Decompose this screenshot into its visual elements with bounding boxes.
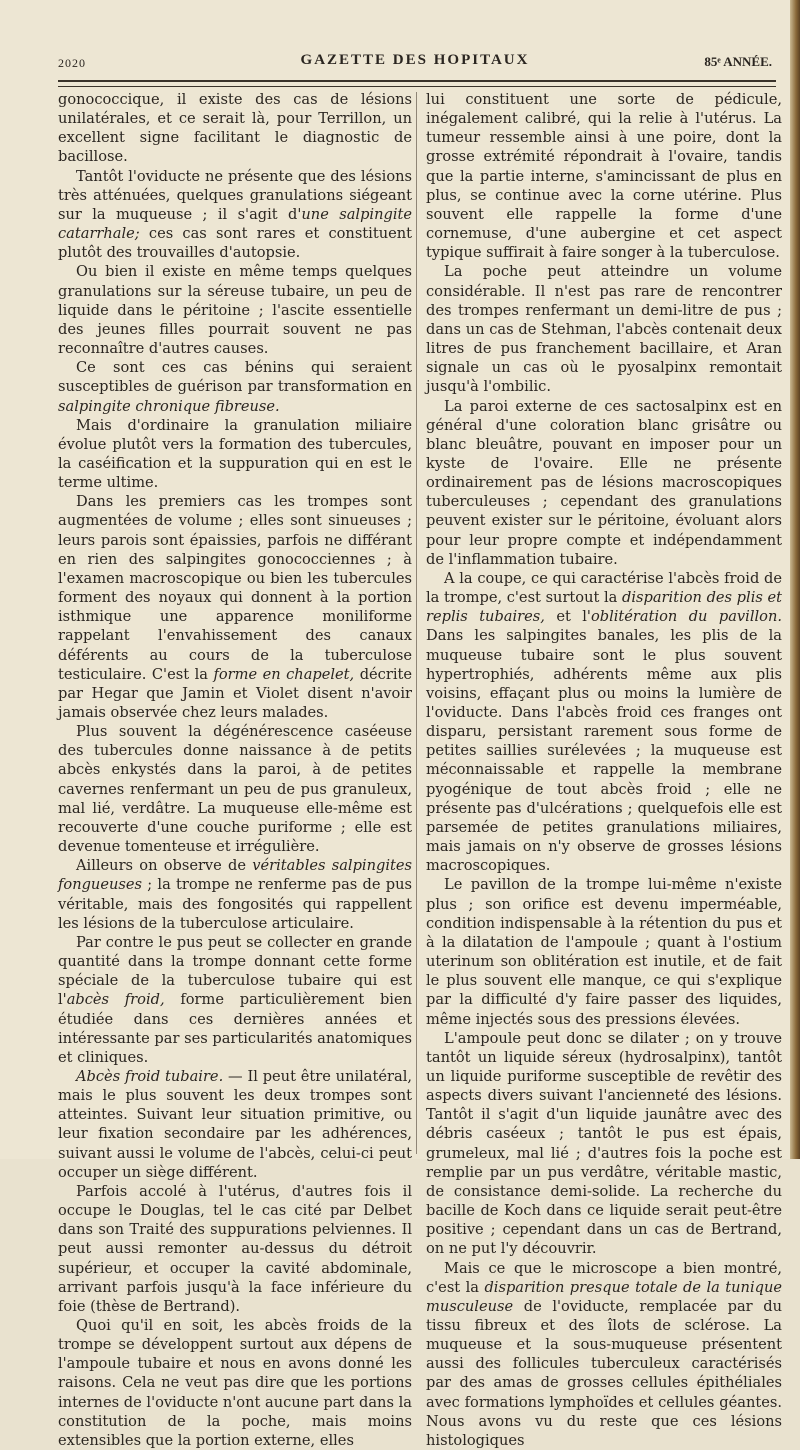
text-run: Le pavillon de la trompe lui-même n'existe plus ; son orifice est devenu imperméable, condition indispensable à la rétention du pus et à la dilatation de l'ampoule ; quant à l'ostium uterinum son oblitération est inutile, et de fait le plus souvent elle manque, ce qui s'explique par la difficulté d'y faire passer des liquides, même injectés sous des pressions élevées. xyxy=(426,876,782,1028)
right-column xyxy=(426,90,782,1450)
italic-phrase: disparition presque totale de la tunique musculeuse xyxy=(426,1278,782,1315)
paragraph xyxy=(58,856,412,933)
header-rule-thin xyxy=(58,86,776,87)
text-run: Mais d'ordinaire la granulation miliaire évolue plutôt vers la formation des tubercules, la caséification et la suppuration qui en est le terme ultime. xyxy=(58,416,412,492)
text-run: Tantôt l'oviducte ne présente que des lésions très atténuées, quelques granulations siégeant sur la muqueuse ; il s'agit d' xyxy=(58,167,412,223)
paragraph xyxy=(58,262,412,358)
text-run: Ailleurs on observe de xyxy=(76,857,253,875)
italic-phrase: abcès froid, xyxy=(66,991,165,1009)
text-run: — Il peut être unilatéral, mais le plus souvent les deux trompes sont atteintes. Suivant leur situation primitive, ou leur fixation secondaire par les adhérences, suivant aussi le volume de l'abcès, celui-ci peut occuper un siège différent. xyxy=(58,1067,412,1181)
text-run: Ce sont ces cas bénins qui seraient susceptibles de guérison par transformation en xyxy=(58,359,412,396)
text-run: ces cas sont rares et constituent plutôt des trouvailles d'autopsie. xyxy=(58,225,412,262)
text-run: L'ampoule peut donc se dilater ; on y trouve tantôt un liquide séreux (hydrosalpinx), tantôt un liquide puriforme susceptible de revêtir des aspects divers suivant l'ancienneté des lésions. Tantôt il s'agit d'un liquide jaunâtre avec des débris caséeux ; tantôt le pus est épais, grumeleux, mal lié ; d'autres fois la poche est remplie par un pus verdâtre, véritable mastic, de consistance demi-solide. La recherche du bacille de Koch dans ce liquide serait peut-être positive ; cependant dans un cas de Bertrand, on ne put l'y découvrir. xyxy=(426,1029,782,1258)
page-number: 2020 xyxy=(58,56,86,70)
text-run: de l'oviducte, remplacée par du tissu fibreux et des îlots de sclérose. La muqueuse et la sous-muqueuse présentent aussi des follicules tuberculeux caractérisés par des amas de grosses cellules épithéliales avec formations lymphoïdes et cellules géantes. Nous avons vu du reste que ces lésions histologiques xyxy=(426,1297,782,1449)
paragraph xyxy=(58,1316,412,1450)
page-header xyxy=(58,48,772,74)
paragraph xyxy=(426,1259,782,1450)
text-run: lui constituent une sorte de pédicule, inégalement calibré, qui la relie à l'utérus. La tumeur ressemble ainsi à une poire, dont la grosse extrémité répondrait à l'ovaire, tandis que la partie interne, s'amincissant de plus en plus, se continue avec la corne utérine. Plus souvent elle rappelle la forme d'une cornemuse, d'une aubergine et cet aspect typique suffirait à faire songer à la tuberculose. xyxy=(426,91,782,262)
text-run: gonococcique, il existe des cas de lésions unilatérales, et ce serait là, pour Terrillon, un excellent signe facilitant le diagnostic de bacillose. xyxy=(58,91,412,166)
italic-phrase: une salpingite catarrhale; xyxy=(58,205,412,243)
text-run: A la coupe, ce qui caractérise l'abcès froid de la trompe, c'est surtout la xyxy=(426,569,782,607)
text-run: Dans les premiers cas les trompes sont augmentées de volume ; elles sont sinueuses ; leurs parois sont épaissies, parfois ne différant en rien des salpingites gonococciennes ; à l'examen macroscopique ou bien les tubercules forment des noyaux qui donnent à la portion isthmique une apparence moniliforme rappelant l'envahissement des canaux déférents au cours de la tuberculose testiculaire. C'est la xyxy=(58,493,412,683)
italic-phrase: disparition des plis et replis tubaires, xyxy=(426,589,782,626)
text-run: décrite par Hegar que Jamin et Violet disent n'avoir jamais observée chez leurs malades. xyxy=(58,665,412,721)
paragraph xyxy=(426,875,782,1028)
paragraph xyxy=(58,492,412,722)
text-run: et l' xyxy=(544,608,591,626)
paragraph xyxy=(426,90,782,262)
paragraph xyxy=(58,1182,412,1316)
text-run: forme particulièrement bien étudiée dans ces dernières années et intéressante par ses particularités anatomiques et cliniques. xyxy=(58,991,413,1066)
italic-phrase: véritables salpingites fongueuses xyxy=(58,857,412,894)
paragraph xyxy=(426,397,782,569)
paragraph xyxy=(58,416,412,493)
page-edge-shadow xyxy=(790,0,800,1159)
paragraph xyxy=(58,722,412,856)
paragraph xyxy=(58,1067,412,1182)
text-run: Mais ce que le microscope a bien montré, c'est la xyxy=(426,1259,782,1296)
text-run: Dans les salpingites banales, les plis de la muqueuse tubaire sont le plus souvent hypertrophiés, adhérents même aux plis voisins, effaçant plus ou moins la lumière de l'oviducte. Dans l'abcès froid ces franges ont disparu, persistant rarement sous forme de petites saillies surélevées ; la muqueuse est méconnaissable et rappelle la membrane pyogénique de tout abcès froid ; elle ne présente pas d'ulcérations ; quelquefois elle est parsemée de petites granulations miliaires, mais jamais on n'y observe de grosses lésions macroscopiques. xyxy=(426,627,782,875)
text-run: Par contre le pus peut se collecter en grande quantité dans la trompe donnant cette forme spéciale de la tuberculose tubaire qui est l' xyxy=(58,933,412,1009)
italic-phrase: oblitération du pavillon. xyxy=(590,608,782,626)
text-run: Ou bien il existe en même temps quelques granulations sur la séreuse tubaire, un peu de liquide dans le péritoine ; l'ascite essentielle des jeunes filles pourrait souvent ne pas reconnaître d'autres causes. xyxy=(58,263,412,358)
text-run: La paroi externe de ces sactosalpinx est en général d'une coloration blanc grisâtre ou blanc bleuâtre, pouvant en imposer pour un kyste de l'ovaire. Elle ne présente ordinairement pas de lésions macroscopiques tuberculeuses ; cependant des granulations peuvent exister sur le péritoine, évoluant alors pour leur propre compte et indépendamment de l'inflammation tubaire. xyxy=(426,397,782,568)
text-run: ; la trompe ne renferme pas de pus véritable, mais des fongosités qui rappellent les lésions de la tuberculose articulaire. xyxy=(58,876,412,932)
paragraph xyxy=(58,90,412,167)
paragraph xyxy=(58,167,412,263)
italic-phrase: Abcès froid tubaire. xyxy=(76,1067,224,1085)
paragraph xyxy=(58,358,412,415)
journal-year: 85ᵉ ANNÉE. xyxy=(704,54,772,69)
journal-title: GAZETTE DES HOPITAUX xyxy=(300,52,530,68)
text-run: La poche peut atteindre un volume considérable. Il n'est pas rare de rencontrer des trompes renfermant un demi-litre de pus ; dans un cas de Stehman, l'abcès contenait deux litres de pus franchement bacillaire, et Aran signale un cas où le pyosalpinx remontait jusqu'à l'ombilic. xyxy=(426,263,782,396)
header-rule-thick xyxy=(58,80,776,82)
paragraph xyxy=(58,933,412,1067)
text-run: Plus souvent la dégénérescence caséeuse des tubercules donne naissance à de petits abcès enkystés dans la paroi, à de petites cavernes renfermant un peu de pus granuleux, mal lié, verdâtre. La muqueuse elle-même est recouverte d'une couche puriforme ; elle est devenue tomenteuse et irrégulière. xyxy=(58,723,412,856)
text-run: Parfois accolé à l'utérus, d'autres fois il occupe le Douglas, tel le cas cité par Delbet dans son Traité des suppurations pelviennes. Il peut aussi remonter au-dessus du détroit supérieur, et occuper la cavité abdominale, arrivant parfois jusqu'à la face inférieure du foie (thèse de Bertrand). xyxy=(58,1182,412,1315)
italic-phrase: salpingite chronique fibreuse. xyxy=(58,397,280,415)
paragraph xyxy=(426,262,782,396)
paragraph xyxy=(426,569,782,876)
italic-phrase: forme en chapelet, xyxy=(213,665,355,683)
column-divider xyxy=(416,92,417,1154)
paragraph xyxy=(426,1029,782,1259)
text-run: Quoi qu'il en soit, les abcès froids de la trompe se développent surtout aux dépens de l'ampoule tubaire et nous en avons donné les raisons. Cela ne veut pas dire que les portions internes de l'oviducte n'ont aucune part dans la constitution de la poche, mais moins extensibles que la portion externe, elles xyxy=(58,1317,412,1449)
left-column xyxy=(58,90,412,1450)
